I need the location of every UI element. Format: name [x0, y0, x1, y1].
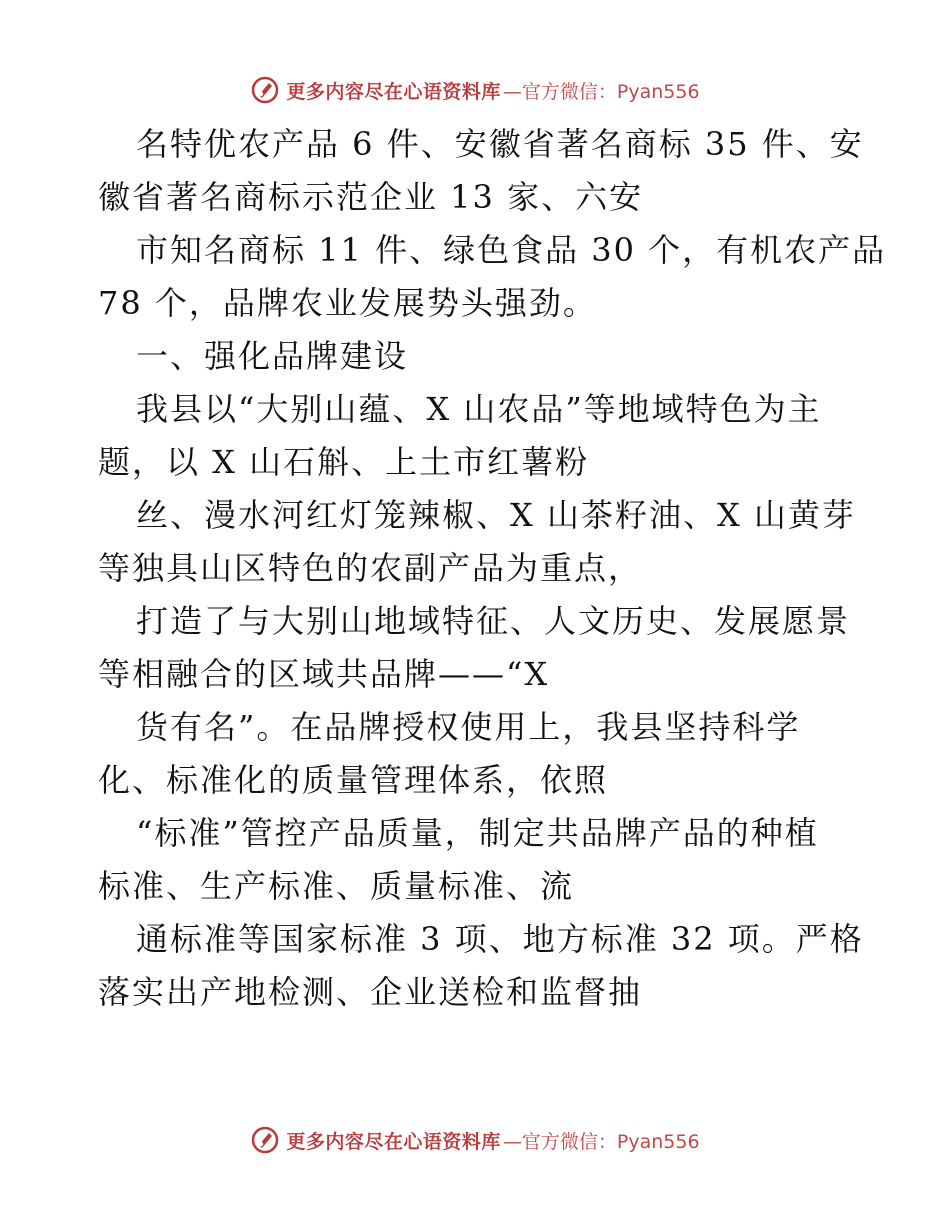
body-line: 78 个，品牌农业发展势头强劲。: [98, 284, 597, 322]
body-line: 打造了与大别山地域特征、人文历史、发展愿景: [136, 602, 851, 640]
brand-logo-icon: [250, 75, 280, 105]
footer-brand-text: 更多内容尽在心语资料库: [286, 1130, 501, 1153]
body-line: 市知名商标 11 件、绿色食品 30 个，有机农产品: [136, 231, 887, 269]
body-line: “标准”管控产品质量，制定共品牌产品的种植: [136, 814, 819, 852]
body-line: 化、标准化的质量管理体系，依照: [98, 761, 609, 799]
header-wechat-text: —官方微信：Pyan556: [502, 80, 700, 103]
footer-watermark-banner: [0, 1120, 950, 1160]
document-body: [98, 118, 887, 1019]
header-brand-text: 更多内容尽在心语资料库: [286, 80, 501, 103]
section-heading: 一、强化品牌建设: [136, 337, 409, 375]
header-watermark-banner: [0, 70, 950, 110]
body-line: 等相融合的区域共品牌——“X: [98, 655, 550, 693]
body-line: 徽省著名商标示范企业 13 家、六安: [98, 178, 644, 216]
body-line: 题，以 X 山石斛、上土市红薯粉: [98, 443, 590, 481]
body-line: 标准、生产标准、质量标准、流: [98, 867, 575, 905]
body-line: 我县以“大别山蕴、X 山农品”等地域特色为主: [136, 390, 822, 428]
body-line: 货有名”。在品牌授权使用上，我县坚持科学: [136, 708, 801, 746]
body-line: 通标准等国家标准 3 项、地方标准 32 项。严格: [136, 920, 864, 958]
brand-logo-icon: [250, 1125, 280, 1155]
body-line: 名特优农产品 6 件、安徽省著名商标 35 件、安: [136, 125, 864, 163]
body-line: 丝、漫水河红灯笼辣椒、X 山茶籽油、X 山黄芽: [136, 496, 856, 534]
body-line: 等独具山区特色的农副产品为重点，: [98, 549, 643, 587]
body-line: 落实出产地检测、企业送检和监督抽: [98, 973, 643, 1011]
footer-wechat-text: —官方微信：Pyan556: [502, 1130, 700, 1153]
